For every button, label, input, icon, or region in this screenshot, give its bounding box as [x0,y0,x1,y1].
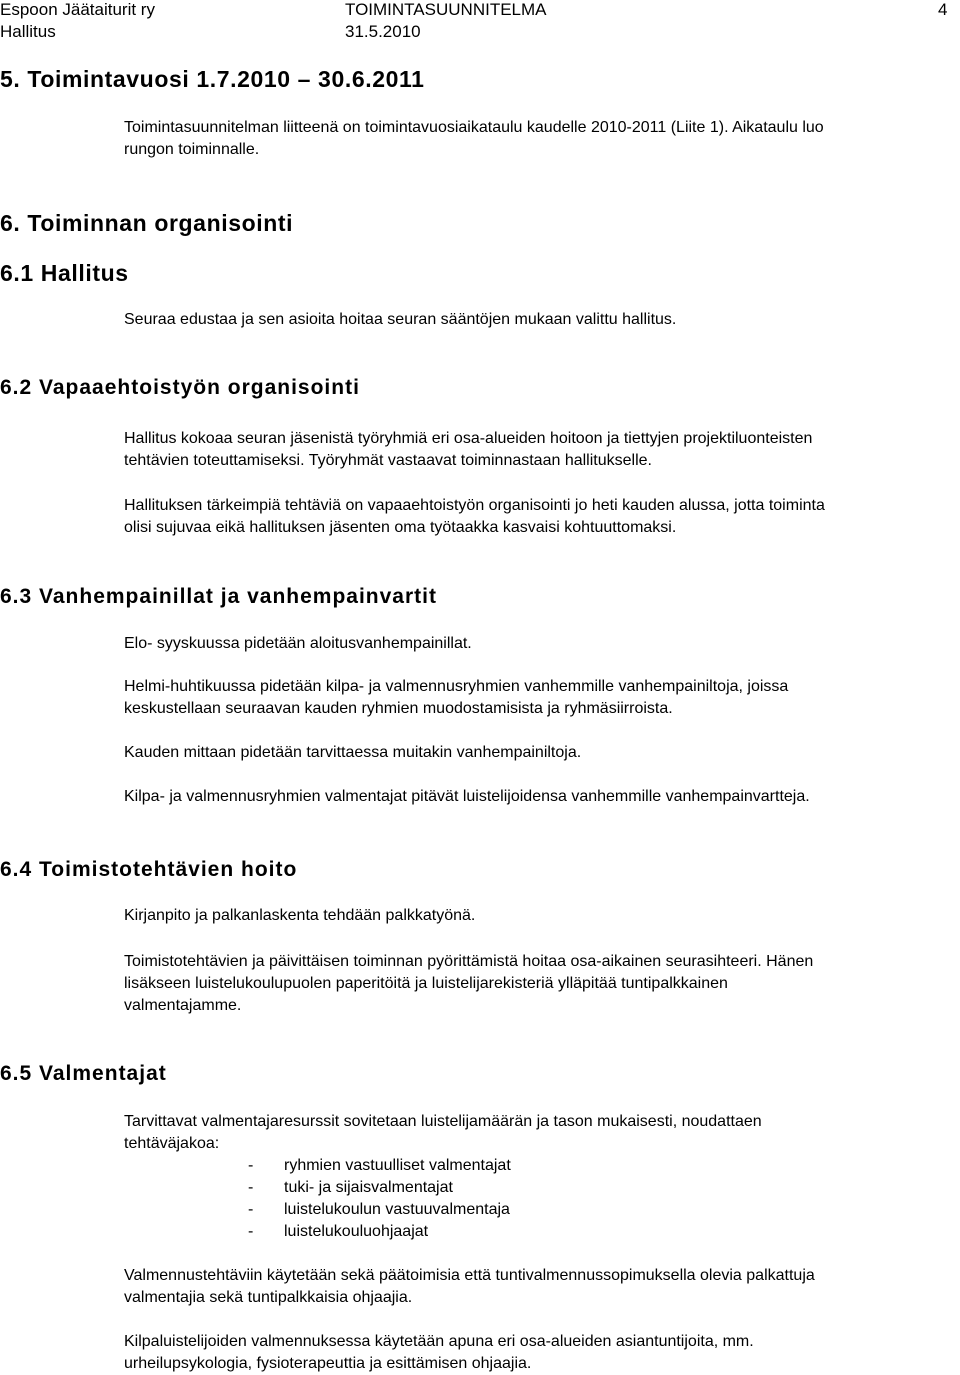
list-bullet: - [248,1201,254,1218]
section-6-4-p2-line-1: Toimistotehtävien ja päivittäisen toiminnan pyörittämistä hoitaa osa-aikainen seurasihteeri. Hänen [124,953,814,970]
section-6-3-p4: Kilpa- ja valmennusryhmien valmentajat pitävät luistelijoidensa vanhemmille vanhempainvartteja. [124,788,810,805]
section-5-paragraph-line-1: Toimintasuunnitelman liitteenä on toimintavuosiaikataulu kaudelle 2010-2011 (Liite 1). Aikataulu luo [124,119,824,136]
section-6-3-p1: Elo- syyskuussa pidetään aloitusvanhempainillat. [124,635,472,652]
section-6-2-p2-line-2: olisi sujuvaa eikä hallituksen jäsenten oma työtaakka kasvaisi kohtuuttomaksi. [124,519,677,536]
section-6-5-p1-line-2: tehtäväjakoa: [124,1135,220,1152]
section-6-3-heading: 6.3 Vanhempainillat ja vanhempainvartit [0,585,437,608]
section-6-5-heading: 6.5 Valmentajat [0,1062,167,1085]
section-6-1-paragraph: Seuraa edustaa ja sen asioita hoitaa seuran sääntöjen mukaan valittu hallitus. [124,311,677,328]
list-bullet: - [248,1179,254,1196]
section-6-4-heading: 6.4 Toimistotehtävien hoito [0,858,298,881]
list-item-text: tuki- ja sijaisvalmentajat [284,1179,453,1196]
list-item [248,1155,511,1177]
section-6-5-p2-line-1: Valmennustehtäviin käytetään sekä päätoimisia että tuntivalmennussopimuksella olevia palkattuja [124,1267,815,1284]
section-5-paragraph-line-2: rungon toiminnalle. [124,141,260,158]
section-6-5-p1-line-1: Tarvittavat valmentajaresurssit sovitetaan luistelijamäärän ja tason mukaisesti, noudattaen [124,1113,762,1130]
list-item [248,1199,510,1221]
list-item-text: luistelukouluohjaajat [284,1223,429,1240]
header-author: Hallitus [0,22,56,41]
list-bullet: - [248,1223,254,1240]
section-6-2-heading: 6.2 Vapaaehtoistyön organisointi [0,376,360,399]
section-6-1-heading: 6.1 Hallitus [0,260,129,286]
header-date: 31.5.2010 [345,22,421,41]
list-item-text: ryhmien vastuulliset valmentajat [284,1157,511,1174]
section-6-5-p3-line-1: Kilpaluistelijoiden valmennuksessa käytetään apuna eri osa-alueiden asiantuntijoita, mm. [124,1333,754,1350]
section-6-5-p2-line-2: valmentajia sekä tuntipalkkaisia ohjaajia. [124,1289,413,1306]
section-6-2-p1-line-1: Hallitus kokoaa seuran jäsenistä työryhmiä eri osa-alueiden hoitoon ja tiettyjen projektiluonteisten [124,430,813,447]
header-org: Espoon Jäätaiturit ry [0,0,155,19]
list-bullet: - [248,1157,254,1174]
list-item [248,1221,428,1243]
section-6-4-p2-line-2: lisäkseen luistelukoulupuolen paperitöitä ja luistelijarekisteriä ylläpitää tuntipalkkainen [124,975,728,992]
section-6-3-p2-line-1: Helmi-huhtikuussa pidetään kilpa- ja valmennusryhmien vanhemmille vanhempainiltoja, joissa [124,678,789,695]
section-5-heading: 5. Toimintavuosi 1.7.2010 – 30.6.2011 [0,66,425,92]
list-item [248,1177,453,1199]
list-item-text: luistelukoulun vastuuvalmentaja [284,1201,510,1218]
section-6-heading: 6. Toiminnan organisointi [0,210,294,236]
header-page-number: 4 [938,0,948,19]
section-6-4-p1: Kirjanpito ja palkanlaskenta tehdään palkkatyönä. [124,907,476,924]
section-6-5-p3-line-2: urheilupsykologia, fysioterapeuttia ja esittämisen ohjaajia. [124,1355,532,1372]
section-6-2-p1-line-2: tehtävien toteuttamiseksi. Työryhmät vastaavat toiminnastaan hallitukselle. [124,452,652,469]
section-6-3-p3: Kauden mittaan pidetään tarvittaessa muitakin vanhempainiltoja. [124,744,582,761]
section-6-4-p2-line-3: valmentajamme. [124,997,242,1014]
section-6-3-p2-line-2: keskustellaan seuraavan kauden ryhmien muodostamisista ja ryhmäsiirroista. [124,700,673,717]
header-doc-title: TOIMINTASUUNNITELMA [345,0,547,19]
section-6-2-p2-line-1: Hallituksen tärkeimpiä tehtäviä on vapaaehtoistyön organisointi jo heti kauden alussa, jotta toiminta [124,497,825,514]
